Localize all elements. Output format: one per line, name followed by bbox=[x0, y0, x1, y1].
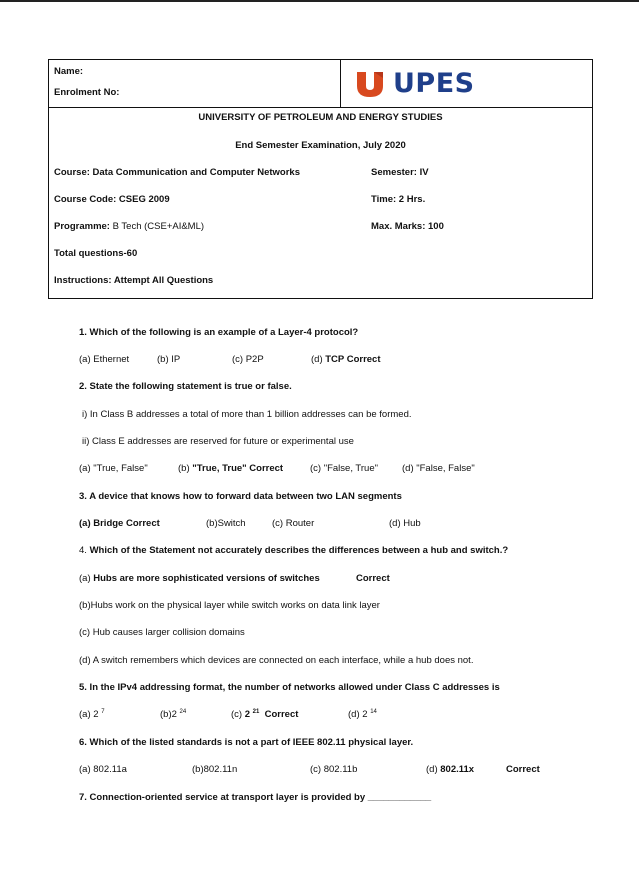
question-5: 5. In the IPv4 addressing format, the number of networks allowed under Class C addresses is bbox=[79, 682, 500, 693]
q5-option-d bbox=[348, 709, 377, 720]
student-info-cell bbox=[49, 60, 341, 107]
q4-option-a bbox=[79, 573, 320, 584]
q4-option-d: (d) A switch remembers which devices are connected on each interface, while a hub does not. bbox=[79, 655, 474, 666]
q5-b-exponent: 24 bbox=[179, 709, 187, 715]
semester: Semester: IV bbox=[371, 167, 429, 178]
university-name: UNIVERSITY OF PETROLEUM AND ENERGY STUDIES bbox=[198, 112, 443, 123]
q2-option-b bbox=[178, 463, 283, 474]
q4-text: Which of the Statement not accurately describes the differences between a hub and switch.? bbox=[89, 545, 509, 556]
q3-option-c: (c) Router bbox=[272, 518, 315, 529]
q2-b-answer: "True, True" Correct bbox=[192, 463, 284, 474]
q6-d-prefix: (d) bbox=[426, 764, 441, 775]
question-4 bbox=[79, 545, 508, 556]
q6-option-c: (c) 802.11b bbox=[310, 764, 358, 775]
q4-a-prefix: (a) bbox=[79, 573, 94, 584]
q6-d-answer: 802.11x bbox=[440, 764, 475, 775]
q2-option-d: (d) "False, False" bbox=[402, 463, 475, 474]
question-7: 7. Connection-oriented service at transport layer is provided by ____________ bbox=[79, 792, 432, 803]
q5-d-exponent: 14 bbox=[370, 709, 377, 715]
enrolment-label: Enrolment No: bbox=[54, 87, 120, 98]
q1-option-c: (c) P2P bbox=[232, 354, 264, 365]
programme bbox=[54, 221, 204, 232]
exam-header-box bbox=[48, 59, 593, 299]
total-questions: Total questions-60 bbox=[54, 248, 138, 259]
q5-c-base: 2 bbox=[244, 709, 251, 720]
course-name: Course: Data Communication and Computer Networks bbox=[54, 167, 300, 178]
upes-logo-icon bbox=[355, 68, 385, 98]
q5-c-correct: Correct bbox=[259, 709, 299, 720]
q1-d-prefix: (d) bbox=[311, 354, 326, 365]
course-code: Course Code: CSEG 2009 bbox=[54, 194, 170, 205]
q6-option-a: (a) 802.11a bbox=[79, 764, 127, 775]
question-2: 2. State the following statement is true or false. bbox=[79, 381, 292, 392]
q2-b-prefix: (b) bbox=[178, 463, 193, 474]
q4-option-c: (c) Hub causes larger collision domains bbox=[79, 627, 245, 638]
q6-option-d bbox=[426, 764, 474, 775]
q5-option-a bbox=[79, 709, 105, 720]
q1-option-a: (a) Ethernet bbox=[79, 354, 130, 365]
q5-c-prefix: (c) bbox=[231, 709, 245, 720]
q5-a-exponent: 7 bbox=[101, 709, 105, 715]
q1-option-d bbox=[311, 354, 381, 365]
q3-option-a: (a) Bridge Correct bbox=[79, 518, 160, 529]
question-3: 3. A device that knows how to forward data between two LAN segments bbox=[79, 491, 402, 502]
q1-d-answer: TCP Correct bbox=[325, 354, 381, 365]
q3-option-b: (b)Switch bbox=[206, 518, 246, 529]
q1-option-b: (b) IP bbox=[157, 354, 181, 365]
programme-label: Programme: bbox=[54, 221, 110, 232]
q5-option-b bbox=[160, 709, 186, 720]
question-1: 1. Which of the following is an example of a Layer-4 protocol? bbox=[79, 327, 359, 338]
header-top-row bbox=[49, 60, 592, 108]
q4-a-answer: Hubs are more sophisticated versions of switches bbox=[93, 573, 320, 584]
q5-d-base: (d) 2 bbox=[348, 709, 368, 720]
programme-value: B Tech (CSE+AI&ML) bbox=[109, 221, 205, 232]
q5-c-exponent: 21 bbox=[252, 709, 260, 715]
q5-a-base: (a) 2 bbox=[79, 709, 99, 720]
max-marks: Max. Marks: 100 bbox=[371, 221, 444, 232]
q3-option-d: (d) Hub bbox=[389, 518, 421, 529]
q2-option-a: (a) "True, False" bbox=[79, 463, 148, 474]
q4-number: 4. bbox=[79, 545, 90, 556]
upes-logo bbox=[355, 66, 475, 100]
q2-statement-1: i) In Class B addresses a total of more than 1 billion addresses can be formed. bbox=[82, 409, 412, 420]
q4-correct-mark: Correct bbox=[356, 573, 390, 584]
top-rule bbox=[0, 0, 639, 2]
instructions: Instructions: Attempt All Questions bbox=[54, 275, 214, 286]
q6-correct-mark: Correct bbox=[506, 764, 540, 775]
q2-statement-2: ii) Class E addresses are reserved for future or experimental use bbox=[82, 436, 354, 447]
logo-text: UPES bbox=[393, 67, 475, 99]
exam-time: Time: 2 Hrs. bbox=[371, 194, 426, 205]
name-label: Name: bbox=[54, 66, 84, 77]
q6-option-b: (b)802.11n bbox=[192, 764, 238, 775]
q4-option-b: (b)Hubs work on the physical layer while switch works on data link layer bbox=[79, 600, 380, 611]
q5-option-c bbox=[231, 709, 298, 720]
question-6: 6. Which of the listed standards is not a part of IEEE 802.11 physical layer. bbox=[79, 737, 414, 748]
q5-b-base: (b)2 bbox=[160, 709, 177, 720]
q2-option-c: (c) "False, True" bbox=[310, 463, 378, 474]
exam-title: End Semester Examination, July 2020 bbox=[235, 140, 406, 151]
